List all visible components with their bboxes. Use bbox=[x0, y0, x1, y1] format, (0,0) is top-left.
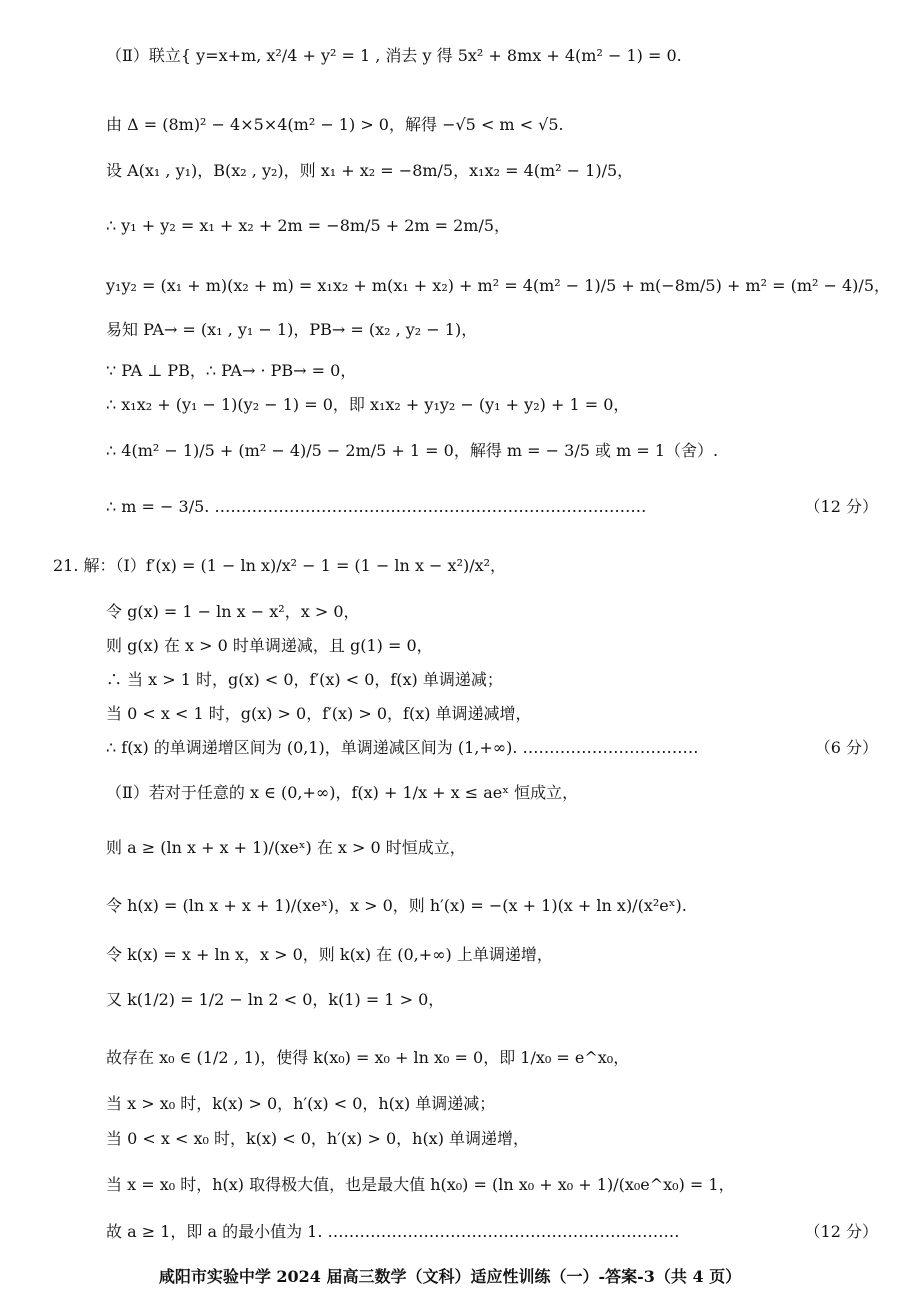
line-14: 当 0 < x < 1 时，g(x) > 0，f′(x) > 0，f(x) 单调递减增， bbox=[106, 704, 532, 723]
line-8: ∴ 4(m² − 1)/5 + (m² − 4)/5 − 2m/5 + 1 = 0，解得 m = − 3/5 或 m = 1（舍）. bbox=[106, 441, 719, 460]
line-18: 令 h(x) = (ln x + x + 1)/(xeˣ)，x > 0，则 h′(x) = −(x + 1)(x + ln x)/(x²eˣ). bbox=[106, 896, 687, 915]
line-20: 又 k(1/2) = 1/2 − ln 2 < 0，k(1) = 1 > 0， bbox=[106, 990, 445, 1009]
line-7: ∴ x₁x₂ + (y₁ − 1)(y₂ − 1) = 0，即 x₁x₂ + y₁y₂ − (y₁ + y₂) + 1 = 0， bbox=[106, 395, 630, 414]
line-19: 令 k(x) = x + ln x，x > 0，则 k(x) 在 (0,+∞) 上单调递增， bbox=[106, 945, 553, 964]
line-4: y₁y₂ = (x₁ + m)(x₂ + m) = x₁x₂ + m(x₁ + x₂) + m² = 4(m² − 1)/5 + m(−8m/5) + m² = (m² − 4)/5， bbox=[106, 276, 890, 295]
line-3: ∴ y₁ + y₂ = x₁ + x₂ + 2m = −8m/5 + 2m = 2m/5， bbox=[106, 216, 511, 235]
line-15: ∴ f(x) 的单调递增区间为 (0,1)，单调递减区间为 (1,+∞). …………………………… bbox=[106, 738, 699, 757]
line-9: ∴ m = − 3/5. ……………………………………………………………………… bbox=[106, 497, 647, 516]
page-footer: 咸阳市实验中学 2024 届高三数学（文科）适应性训练（一）-答案-3（共 4 页） bbox=[158, 1267, 742, 1286]
line-17: 则 a ≥ (ln x + x + 1)/(xeˣ) 在 x > 0 时恒成立， bbox=[106, 838, 466, 857]
score-9: （12 分） bbox=[804, 497, 878, 516]
line-0: （Ⅱ）联立{ y=x+m, x²/4 + y² = 1 , 消去 y 得 5x² + 8mx + 4(m² − 1) = 0. bbox=[106, 46, 682, 65]
score-25: （12 分） bbox=[804, 1222, 878, 1241]
line-23: 当 0 < x < x₀ 时，k(x) < 0，h′(x) > 0，h(x) 单调递增， bbox=[106, 1129, 530, 1148]
line-10: 21. 解：（Ⅰ）f′(x) = (1 − ln x)/x² − 1 = (1 − ln x − x²)/x²， bbox=[53, 556, 507, 575]
line-2: 设 A(x₁ , y₁)，B(x₂ , y₂)，则 x₁ + x₂ = −8m/5，x₁x₂ = 4(m² − 1)/5， bbox=[106, 161, 634, 180]
line-25: 故 a ≥ 1，即 a 的最小值为 1. ………………………………………………………… bbox=[106, 1222, 680, 1241]
line-12: 则 g(x) 在 x > 0 时单调递减，且 g(1) = 0， bbox=[106, 636, 433, 655]
line-24: 当 x = x₀ 时，h(x) 取得极大值，也是最大值 h(x₀) = (ln x₀ + x₀ + 1)/(x₀e^x₀) = 1， bbox=[106, 1175, 735, 1194]
line-6: ∵ PA ⊥ PB，∴ PA→ · PB→ = 0， bbox=[106, 361, 357, 380]
line-16: （Ⅱ）若对于任意的 x ∈ (0,+∞)，f(x) + 1/x + x ≤ aeˣ 恒成立， bbox=[106, 783, 579, 802]
line-1: 由 Δ = (8m)² − 4×5×4(m² − 1) > 0，解得 −√5 < m < √5. bbox=[106, 115, 564, 134]
score-15: （6 分） bbox=[814, 738, 878, 757]
line-13: ∴ 当 x > 1 时，g(x) < 0，f′(x) < 0，f(x) 单调递减； bbox=[106, 670, 503, 689]
line-5: 易知 PA→ = (x₁ , y₁ − 1)，PB→ = (x₂ , y₂ − 1)， bbox=[106, 320, 478, 339]
line-11: 令 g(x) = 1 − ln x − x²，x > 0， bbox=[106, 602, 360, 621]
line-22: 当 x > x₀ 时，k(x) > 0，h′(x) < 0，h(x) 单调递减； bbox=[106, 1094, 496, 1113]
line-21: 故存在 x₀ ∈ (1/2 , 1)，使得 k(x₀) = x₀ + ln x₀ = 0，即 1/x₀ = e^x₀， bbox=[106, 1048, 630, 1067]
